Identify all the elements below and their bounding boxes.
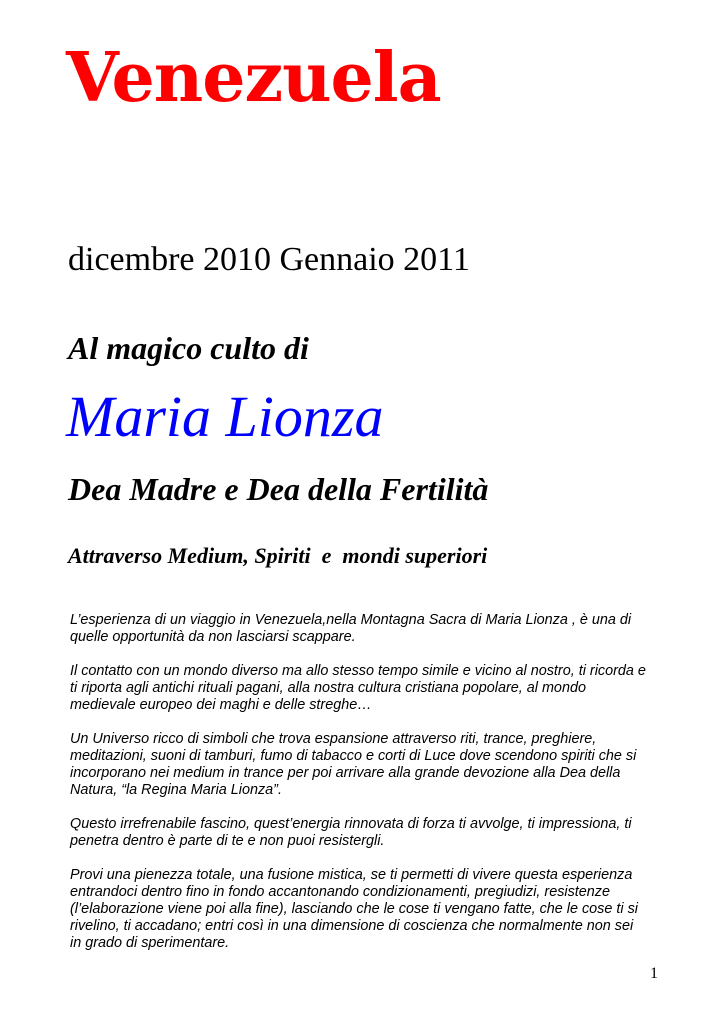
page-number: 1 <box>650 965 658 982</box>
goddess-name: Maria Lionza <box>66 384 384 449</box>
subtitle: Al magico culto di <box>68 330 309 366</box>
paragraph-line: penetra dentro è parte di te e non puoi resistergli. <box>70 833 385 849</box>
paragraph-line: ti riporta agli antichi rituali pagani, alla nostra cultura cristiana popolare, al mondo <box>70 680 586 696</box>
paragraph-line: Natura, “la Regina Maria Lionza”. <box>70 782 282 798</box>
goddess-epithet: Dea Madre e Dea della Fertilità <box>68 471 489 507</box>
paragraph-line: Provi una pienezza totale, una fusione mistica, se ti permetti di vivere questa esperienza <box>70 867 633 883</box>
paragraph-line: Il contatto con un mondo diverso ma allo stesso tempo simile e vicino al nostro, ti ricorda e <box>70 663 646 679</box>
paragraph-line: in grado di sperimentare. <box>70 935 230 951</box>
body-text <box>70 612 660 969</box>
paragraph-line: meditazioni, suoni di tamburi, fumo di tabacco e corti di Luce dove scendono spiriti che si <box>70 748 637 764</box>
travel-dates: dicembre 2010 Gennaio 2011 <box>68 241 470 278</box>
paragraph <box>70 663 660 714</box>
paragraph-line: medievale europeo dei maghi e delle streghe… <box>70 697 372 713</box>
paragraph-line: incorporano nei medium in trance per poi arrivare alla grande devozione alla Dea della <box>70 765 621 781</box>
paragraph-line: entrandoci dentro fino in fondo accantonando condizionamenti, pregiudizi, resistenze <box>70 884 611 900</box>
paragraph <box>70 816 660 850</box>
paragraph <box>70 612 660 646</box>
paragraph-line: L’esperienza di un viaggio in Venezuela,nella Montagna Sacra di Maria Lionza , è una di <box>70 612 632 628</box>
paragraph <box>70 731 660 799</box>
paragraph-line: Questo irrefrenabile fascino, quest’energia rinnovata di forza ti avvolge, ti impressiona, ti <box>70 816 632 832</box>
paragraph-line: Un Universo ricco di simboli che trova espansione attraverso riti, trance, preghiere, <box>70 731 597 747</box>
paragraph-line: quelle opportunità da non lasciarsi scappare. <box>70 629 356 645</box>
tagline: Attraverso Medium, Spiriti e mondi superiori <box>68 543 488 568</box>
paragraph <box>70 867 660 952</box>
paragraph-line: (l’elaborazione viene poi alla fine), lasciando che le cose ti vengano fatte, che le cose ti si <box>70 901 638 917</box>
document-title: Venezuela <box>66 38 441 118</box>
paragraph-line: rivelino, ti accadano; entri così in una dimensione di coscienza che normalmente non sei <box>70 918 634 934</box>
